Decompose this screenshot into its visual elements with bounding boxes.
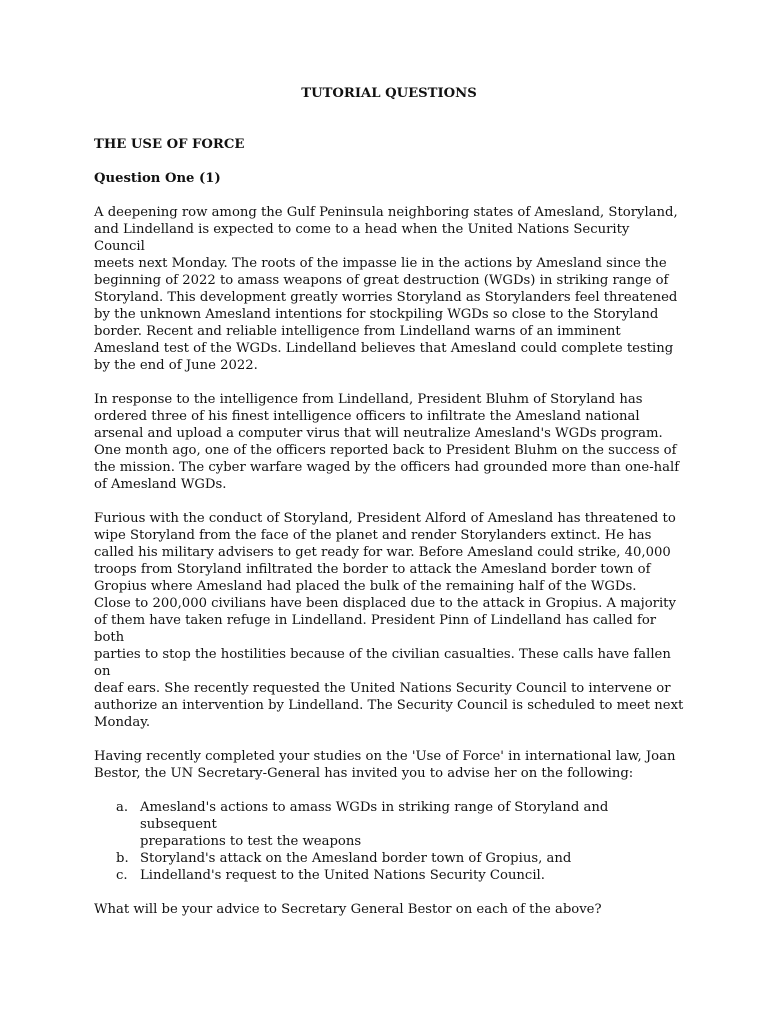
closing-question: What will be your advice to Secretary General Bestor on each of the above?	[94, 902, 602, 917]
paragraph-1: A deepening row among the Gulf Peninsula neighboring states of Amesland, Storyland, and Lindelland is expected to come to a head when the United Nations Security Council meets next Monday. The roots of the impasse lie in the actions by Amesland since the beginning of 2022 to amass weapons of great destruction (WGDs) in striking range of Storyland. This development greatly worries Storyland as Storylanders feel threatened by the unknown Amesland intentions for stockpiling WGDs so close to the Storyland border. Recent and reliable intelligence from Lindelland warns of an imminent Amesland test of the WGDs. Lindelland believes that Amesland could complete testing by the end of June 2022.	[94, 205, 678, 373]
list-text-a: Amesland's actions to amass WGDs in striking range of Storyland and subsequent preparations to test the weapons	[140, 800, 609, 849]
question-title: Question One (1)	[94, 171, 221, 186]
document-page	[94, 85, 684, 918]
list-text-c: Lindelland's request to the United Nations Security Council.	[140, 868, 545, 883]
paragraph-4: Having recently completed your studies on the 'Use of Force' in international law, Joan Bestor, the UN Secretary-General has invited you to advise her on the following:	[94, 749, 676, 781]
list-marker-a: a.	[116, 800, 129, 815]
list-item-c	[116, 867, 684, 884]
document-heading: TUTORIAL QUESTIONS	[301, 86, 477, 101]
section-title: THE USE OF FORCE	[94, 137, 245, 152]
advice-list	[94, 799, 684, 884]
list-marker-c: c.	[116, 868, 128, 883]
list-marker-b: b.	[116, 851, 129, 866]
list-item-a	[116, 799, 684, 850]
paragraph-3: Furious with the conduct of Storyland, President Alford of Amesland has threatened to wipe Storyland from the face of the planet and render Storylanders extinct. He has called his military advisers to get ready for war. Before Amesland could strike, 40,000 troops from Storyland infiltrated the border to attack the Amesland border town of Gropius where Amesland had placed the bulk of the remaining half of the WGDs. Close to 200,000 civilians have been displaced due to the attack in Gropius. A majority of them have taken refuge in Lindelland. President Pinn of Lindelland has called for both parties to stop the hostilities because of the civilian casualties. These calls have fallen on deaf ears. She recently requested the United Nations Security Council to intervene or authorize an intervention by Lindelland. The Security Council is scheduled to meet next Monday.	[94, 511, 684, 730]
list-text-b: Storyland's attack on the Amesland border town of Gropius, and	[140, 851, 572, 866]
paragraph-2: In response to the intelligence from Lindelland, President Bluhm of Storyland has ordered three of his finest intelligence officers to infiltrate the Amesland national arsenal and upload a computer virus that will neutralize Amesland's WGDs program. One month ago, one of the officers reported back to President Bluhm on the success of the mission. The cyber warfare waged by the officers had grounded more than one-half of Amesland WGDs.	[94, 392, 680, 492]
list-item-b	[116, 850, 684, 867]
